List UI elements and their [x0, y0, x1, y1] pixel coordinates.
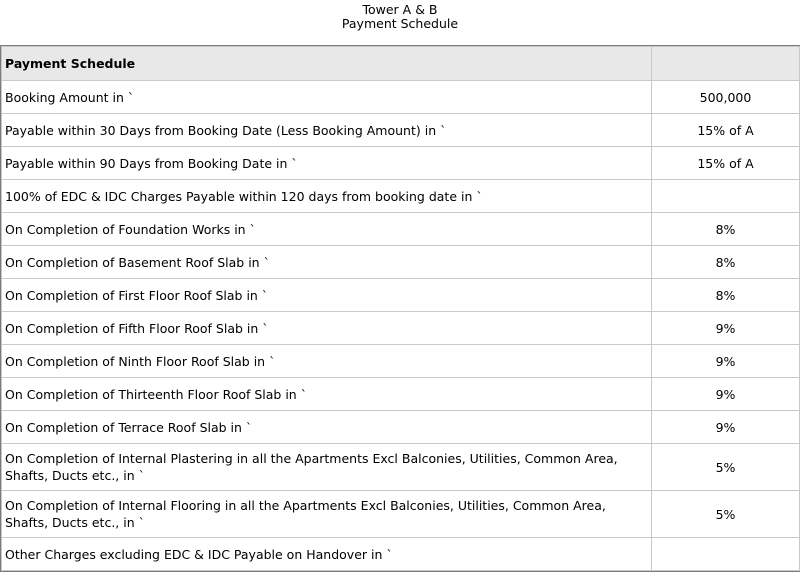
table-row	[2, 114, 800, 147]
table-row	[2, 81, 800, 114]
table-row	[2, 411, 800, 444]
row-label: 100% of EDC & IDC Charges Payable within 120 days from booking date in `	[2, 180, 652, 213]
row-value: 9%	[652, 312, 800, 345]
row-value: 9%	[652, 345, 800, 378]
row-value	[652, 180, 800, 213]
table-row	[2, 279, 800, 312]
document-subtitle: Payment Schedule	[341, 16, 459, 31]
row-label: On Completion of Basement Roof Slab in `	[2, 246, 652, 279]
row-label: Payable within 30 Days from Booking Date (Less Booking Amount) in `	[2, 114, 652, 147]
row-label: On Completion of Fifth Floor Roof Slab in `	[2, 312, 652, 345]
row-label: On Completion of First Floor Roof Slab in `	[2, 279, 652, 312]
table-row	[2, 147, 800, 180]
row-label: On Completion of Internal Plastering in all the Apartments Excl Balconies, Utilities, Common Area, Shafts, Ducts etc., in `	[2, 444, 652, 491]
table-row	[2, 444, 800, 491]
row-value	[652, 538, 800, 571]
table-heading-blank	[652, 47, 800, 81]
table-row	[2, 538, 800, 571]
row-value: 5%	[652, 491, 800, 538]
row-label: On Completion of Internal Flooring in all the Apartments Excl Balconies, Utilities, Common Area, Shafts, Ducts etc., in `	[2, 491, 652, 538]
row-value: 8%	[652, 246, 800, 279]
row-value: 8%	[652, 213, 800, 246]
table-row	[2, 491, 800, 538]
row-value: 8%	[652, 279, 800, 312]
row-value: 5%	[652, 444, 800, 491]
row-label: On Completion of Terrace Roof Slab in `	[2, 411, 652, 444]
table-row	[2, 180, 800, 213]
row-value: 15% of A	[652, 147, 800, 180]
row-value: 9%	[652, 411, 800, 444]
row-label: On Completion of Thirteenth Floor Roof Slab in `	[2, 378, 652, 411]
table-row	[2, 246, 800, 279]
table-heading: Payment Schedule	[2, 47, 652, 81]
row-value: 9%	[652, 378, 800, 411]
row-value: 15% of A	[652, 114, 800, 147]
table-row	[2, 213, 800, 246]
row-label: Other Charges excluding EDC & IDC Payable on Handover in `	[2, 538, 652, 571]
row-label: On Completion of Foundation Works in `	[2, 213, 652, 246]
row-label: Booking Amount in `	[2, 81, 652, 114]
row-label: Payable within 90 Days from Booking Date in `	[2, 147, 652, 180]
table-row	[2, 378, 800, 411]
table-row	[2, 345, 800, 378]
table-header-row	[2, 47, 800, 81]
payment-schedule-table	[1, 46, 800, 571]
row-label: On Completion of Ninth Floor Roof Slab in `	[2, 345, 652, 378]
row-value: 500,000	[652, 81, 800, 114]
table-row	[2, 312, 800, 345]
document-title: Tower A & B	[362, 2, 438, 17]
